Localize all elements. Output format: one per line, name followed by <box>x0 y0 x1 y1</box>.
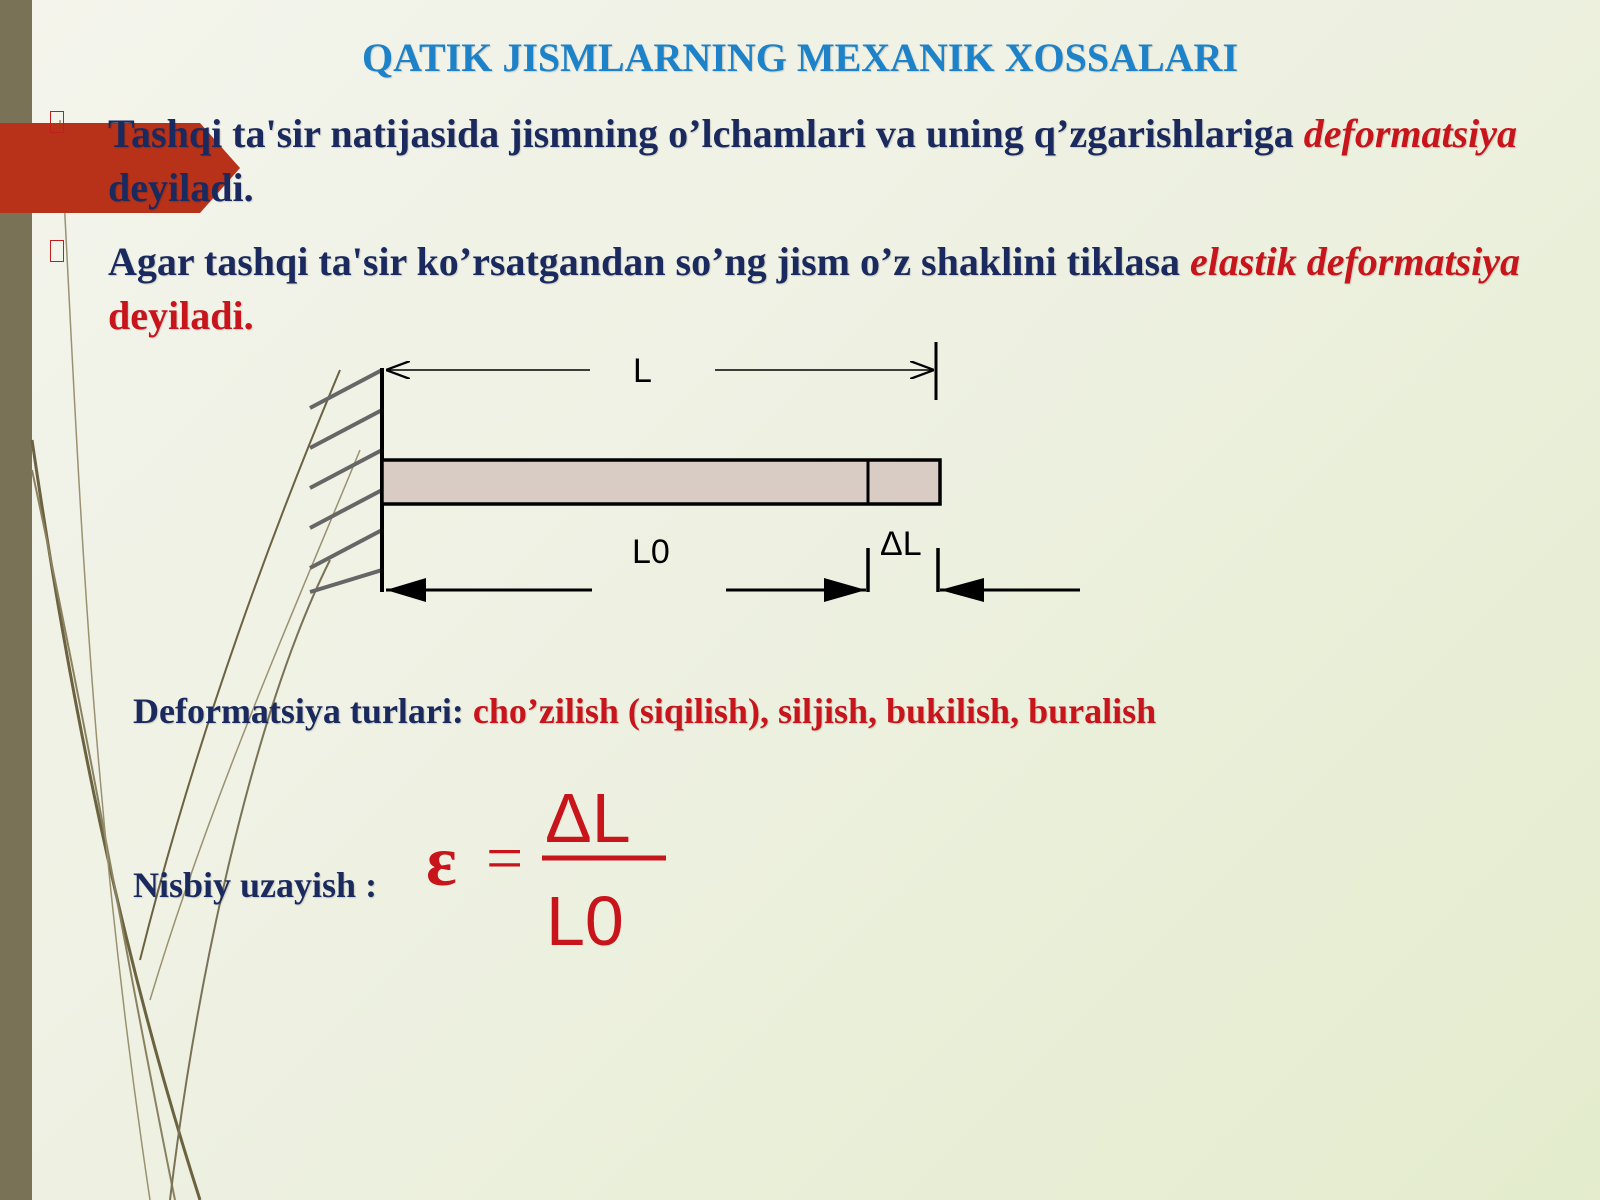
label-delta: ΔL <box>880 525 922 563</box>
formula-equals: = <box>486 822 524 895</box>
formula-denominator: L0 <box>546 882 624 960</box>
bullet-2-text: Agar tashqi ta'sir ko’rsatgandan so’ng jism o’z shaklini tiklasa <box>108 239 1191 284</box>
deformation-types <box>133 690 1553 732</box>
formula-epsilon: ε <box>426 821 457 901</box>
bullet-1-suffix: deyiladi. <box>108 165 254 210</box>
formula-numerator: ΔL <box>545 780 631 857</box>
bullet-1-text: Tashqi ta'sir natijasida jismning o’lchamlari va uning q’zgarishlariga <box>108 111 1304 156</box>
delta-arrowhead <box>940 578 984 602</box>
bullet-paragraph-2 <box>108 235 1548 343</box>
bullet-2-suffix: deyiladi. <box>108 293 254 338</box>
wall-hatching <box>310 370 382 592</box>
initial-length-arrowhead-right <box>824 578 866 602</box>
nisbiy-text: Nisbiy uzayish : <box>133 865 378 905</box>
initial-length-arrowhead-left <box>386 578 426 602</box>
bullet-1-term: deformatsiya <box>1303 111 1518 156</box>
bullet-icon <box>50 240 64 262</box>
deformation-diagram <box>300 330 1120 630</box>
label-initial-length: L0 <box>632 533 670 571</box>
types-values: cho’zilish (siqilish), siljish, bukilish, buralish <box>472 691 1157 731</box>
bullet-icon <box>50 111 64 133</box>
bullet-paragraph-1 <box>108 107 1548 215</box>
slide-title: QATIK JISMLARNING MEXANIK XOSSALARI <box>361 35 1239 80</box>
bullet-2-term: elastik deformatsiya <box>1190 239 1520 284</box>
rod <box>382 460 940 504</box>
strain-formula <box>420 780 690 960</box>
label-length: L <box>633 352 652 390</box>
types-label: Deformatsiya turlari: <box>133 691 473 731</box>
relative-elongation-label <box>133 864 377 906</box>
